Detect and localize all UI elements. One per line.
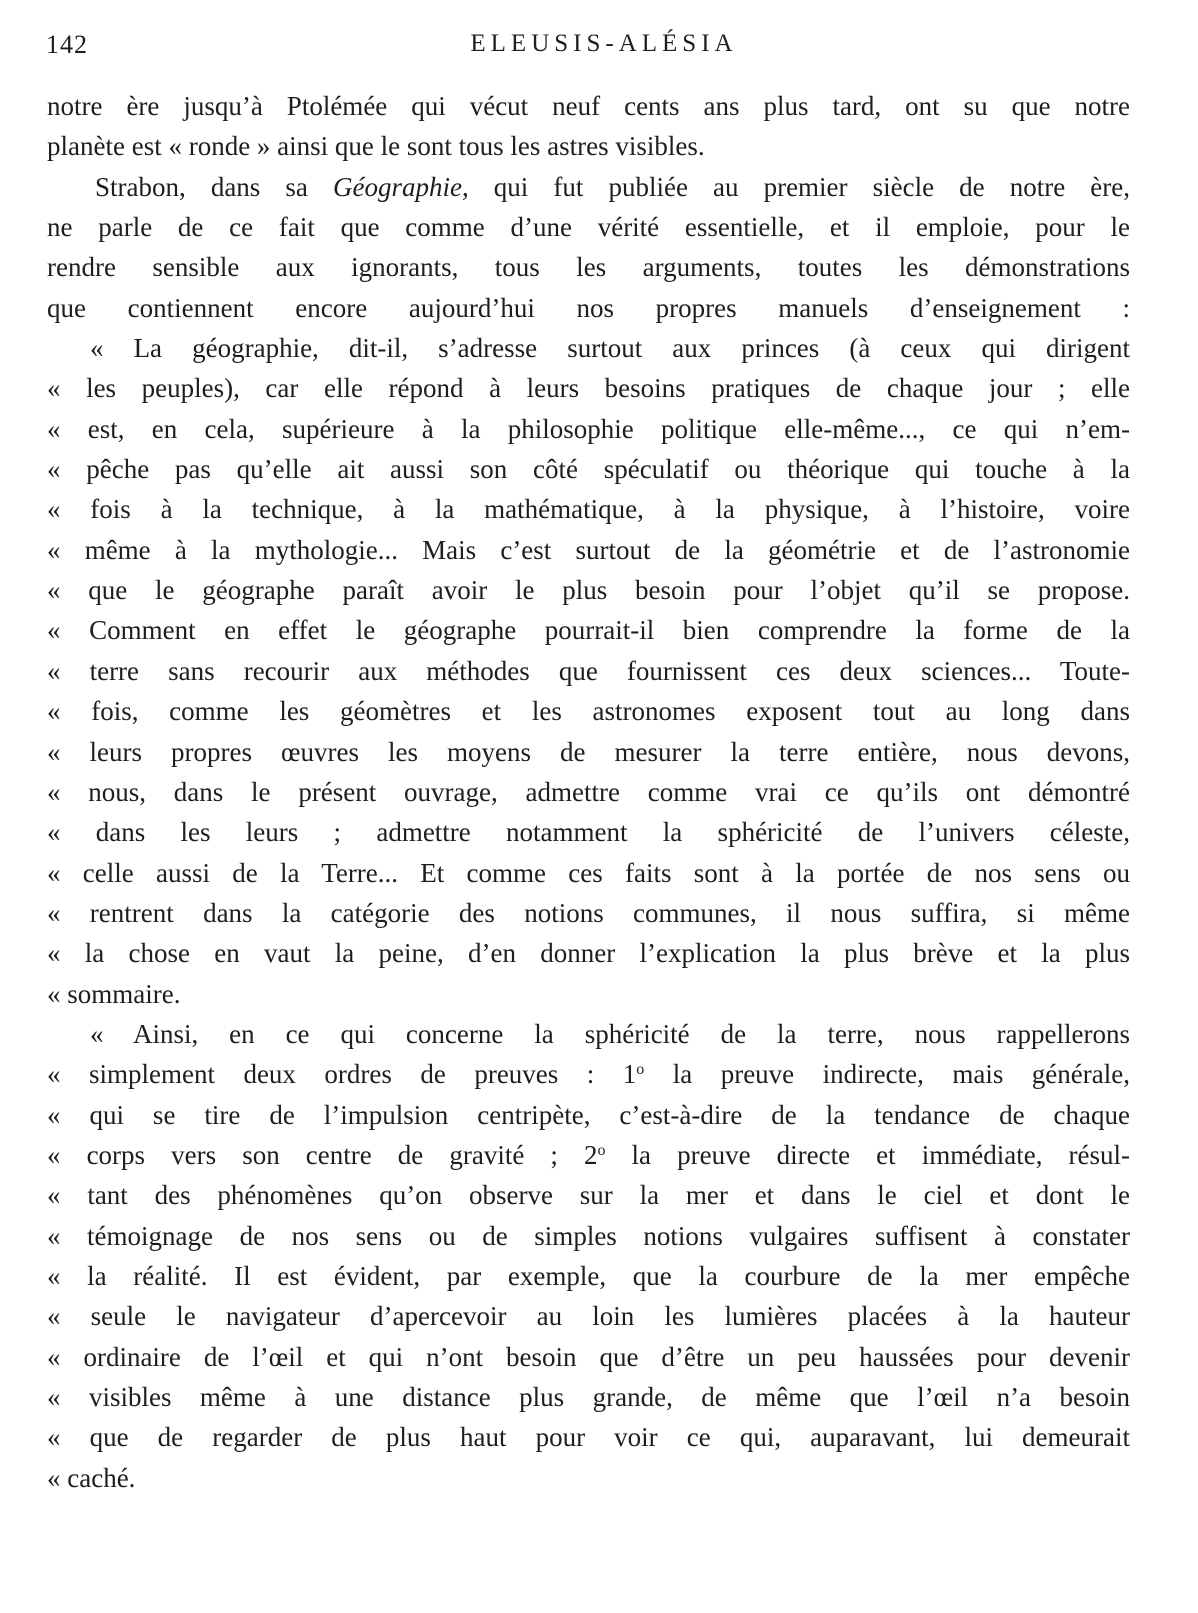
text-line: « fois à la technique, à la mathématique, à la physique, à l’histoire, voire (47, 494, 1130, 525)
ordinal-superscript: o (636, 1061, 645, 1079)
text-line: « ordinaire de l’œil et qui n’ont besoin que d’être un peu haussées pour devenir (47, 1341, 1130, 1372)
body-text (47, 86, 1130, 1498)
running-head (46, 30, 1162, 70)
text-line: « La géographie, dit-il, s’adresse surtout aux princes (à ceux qui dirigent (90, 333, 1130, 364)
text-run: la preuve indirecte, mais générale, (644, 1059, 1130, 1090)
text-line: « terre sans recourir aux méthodes que fournissent ces deux sciences... Toute- (47, 655, 1130, 686)
text-line: « dans les leurs ; admettre notamment la sphéricité de l’univers céleste, (47, 817, 1130, 848)
text-line: « tant des phénomènes qu’on observe sur la mer et dans le ciel et dont le (47, 1180, 1130, 1211)
book-title-italic: Géographie (332, 171, 462, 202)
text-run: la preuve directe et immédiate, résul- (605, 1139, 1130, 1170)
text-line: « caché. (47, 1462, 136, 1493)
text-run: « corps vers son centre de gravité ; 2 (47, 1139, 598, 1170)
text-line: « leurs propres œuvres les moyens de mesurer la terre entière, nous devons, (47, 736, 1130, 767)
text-line: « que de regarder de plus haut pour voir ce qui, auparavant, lui demeurait (47, 1422, 1130, 1453)
text-line: « témoignage de nos sens ou de simples notions vulgaires suffisent à constater (47, 1220, 1130, 1251)
text-line: « pêche pas qu’elle ait aussi son côté spéculatif ou théorique qui touche à la (47, 454, 1130, 485)
text-line: « visibles même à une distance plus grande, de même que l’œil n’a besoin (47, 1382, 1130, 1412)
text-line (47, 1135, 1130, 1175)
text-line: « celle aussi de la Terre... Et comme ces faits sont à la portée de nos sens ou (47, 857, 1130, 888)
text-line: « seule le navigateur d’apercevoir au loin les lumières placées à la hauteur (47, 1301, 1130, 1332)
text-line: ne parle de ce fait que comme d’une vérité essentielle, et il emploie, pour le (47, 212, 1130, 243)
text-line: « Comment en effet le géographe pourrait-il bien comprendre la forme de la (47, 615, 1130, 646)
text-line: « Ainsi, en ce qui concerne la sphéricité de la terre, nous rappellerons (90, 1018, 1130, 1049)
text-line: « rentrent dans la catégorie des notions communes, il nous suffira, si même (47, 897, 1130, 928)
text-line: notre ère jusqu’à Ptolémée qui vécut neuf cents ans plus tard, ont su que notre (47, 91, 1130, 121)
text-line: « les peuples), car elle répond à leurs besoins pratiques de chaque jour ; elle (47, 373, 1130, 404)
text-line: « nous, dans le présent ouvrage, admettre comme vrai ce qu’ils ont démontré (47, 776, 1130, 807)
text-line: « qui se tire de l’impulsion centripète, c’est-à-dire de la tendance de chaque (47, 1099, 1130, 1130)
text-line (47, 1054, 1130, 1094)
text-line: « la chose en vaut la peine, d’en donner l’explication la plus brève et la plus (47, 938, 1130, 969)
text-line: planète est « ronde » ainsi que le sont tous les astres visibles. (47, 131, 705, 162)
text-line: « fois, comme les géomètres et les astronomes exposent tout au long dans (47, 696, 1130, 727)
running-title: ELEUSIS-ALÉSIA (470, 30, 738, 57)
text-line: « la réalité. Il est évident, par exemple, que la courbure de la mer empêche (47, 1260, 1130, 1291)
text-line: « que le géographe paraît avoir le plus besoin pour l’objet qu’il se propose. (47, 575, 1130, 606)
text-run: « simplement deux ordres de preuves : 1 (47, 1059, 637, 1090)
text-line: « sommaire. (47, 978, 181, 1009)
text-line: « est, en cela, supérieure à la philosophie politique elle-même..., ce qui n’em- (47, 413, 1130, 444)
text-line (47, 167, 1130, 207)
text-line: « même à la mythologie... Mais c’est surtout de la géométrie et de l’astronomie (47, 534, 1130, 565)
ordinal-superscript: o (597, 1141, 606, 1159)
text-run: , qui fut publiée au premier siècle de notre ère, (461, 171, 1130, 202)
text-line: que contiennent encore aujourd’hui nos propres manuels d’enseignement : (47, 292, 1130, 323)
text-run: Strabon, dans sa (95, 171, 333, 202)
page-number: 142 (46, 30, 88, 59)
text-line: rendre sensible aux ignorants, tous les arguments, toutes les démonstrations (47, 252, 1130, 283)
